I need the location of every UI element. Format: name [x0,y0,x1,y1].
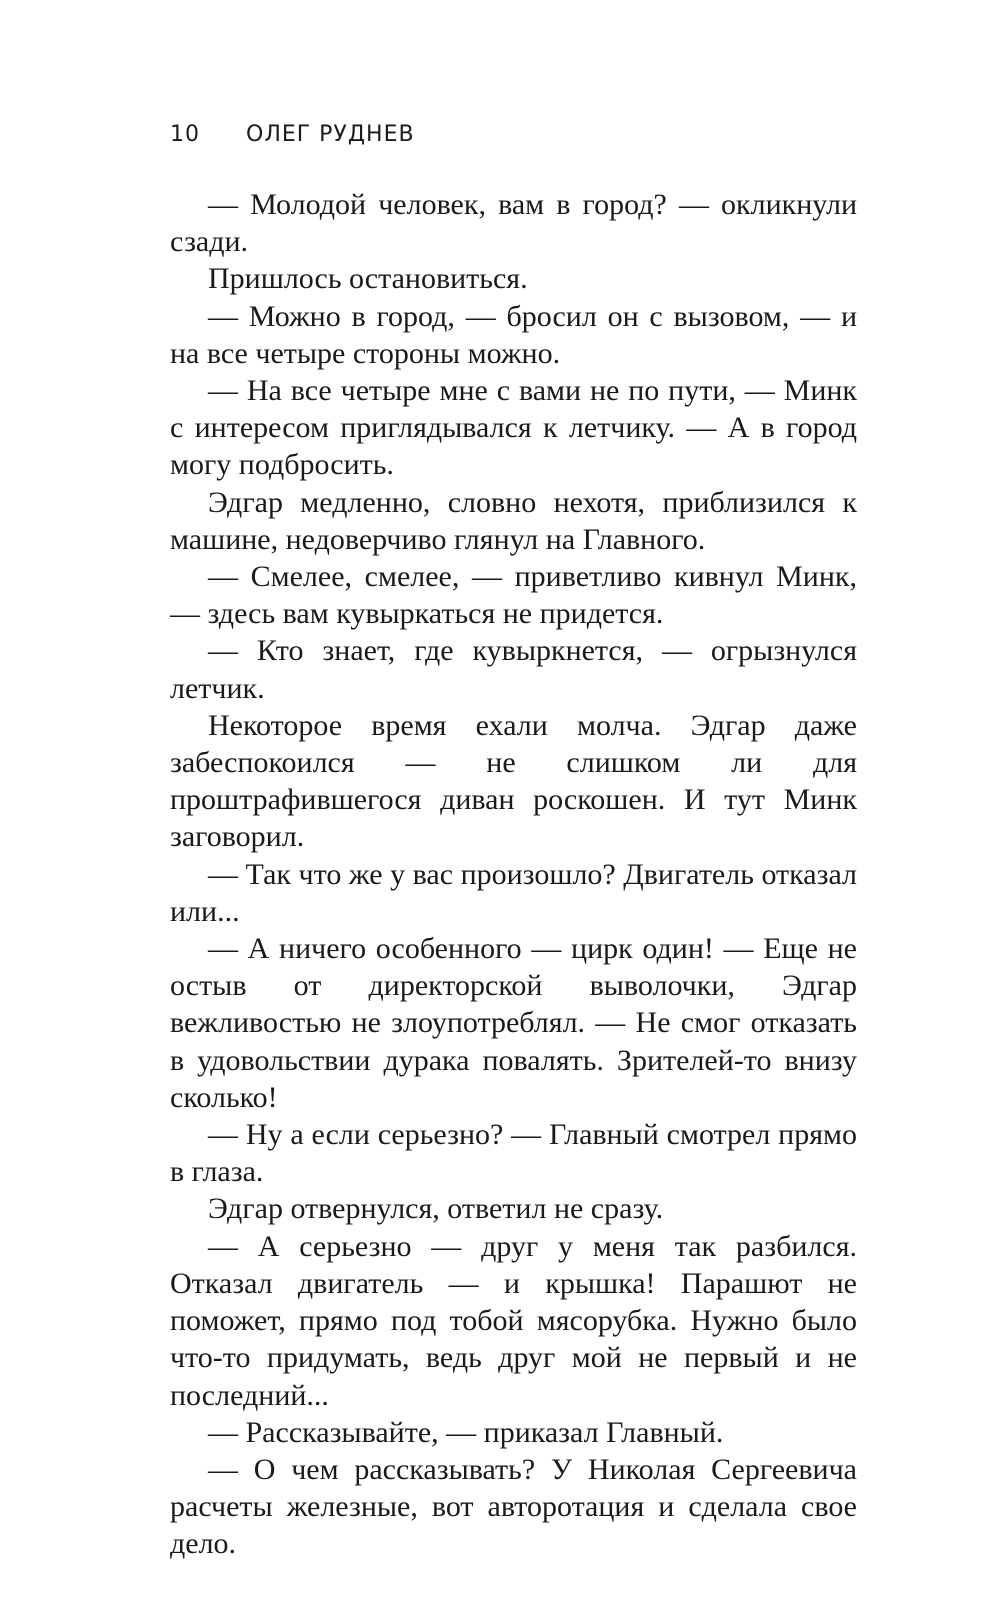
paragraph: — На все четыре мне с вами не по пути, — Минк с интересом приглядывался к летчику. — А в город могу подбросить. [170,374,857,482]
paragraph: — Ну а если серьезно? — Главный смотрел прямо в глаза. [170,1118,857,1189]
paragraph: — Рассказывайте, — приказал Главный. [208,1415,724,1449]
paragraph: — Молодой человек, вам в город? — окликнули сзади. [170,188,857,259]
running-head [170,122,415,147]
paragraph: Пришлось остановиться. [208,262,528,296]
paragraph: — О чем рассказывать? У Николая Сергеевича расчеты железные, вот авторотация и сделала свое дело. [170,1452,857,1561]
paragraph: Эдгар медленно, словно нехотя, приблизился к машине, недоверчиво глянул на Главного. [170,485,857,556]
paragraph: — А серьезно — друг у меня так разбился. Отказал двигатель — и крышка! Парашют не поможет, прямо под тобой мясорубка. Нужно было что-то придумать, ведь друг мой не первый и не последний... [170,1229,857,1412]
paragraph: — Так что же у вас произошло? Двигатель отказал или... [170,857,857,928]
paragraph: — Можно в город, — бросил он с вызовом, — и на все четыре стороны можно. [170,299,857,370]
paragraph: — Смелее, смелее, — приветливо кивнул Минк, — здесь вам кувыркаться не придется. [170,560,857,631]
paragraph: Эдгар отвернулся, ответил не сразу. [208,1192,664,1226]
paragraph: Некоторое время ехали молча. Эдгар даже забеспокоился — не слишком ли для проштрафившегося диван роскошен. И тут Минк заговорил. [170,708,857,854]
paragraph: — А ничего особенного — цирк один! — Еще не остыв от директорской выволочки, Эдгар вежливостью не злоупотреблял. — Не смог отказать в удовольствии дурака повалять. Зрителей-то внизу сколько! [170,932,857,1114]
body-text [170,186,857,1563]
author-name: ОЛЕГ РУДНЕВ [246,122,415,147]
paragraph: — Кто знает, где кувыркнется, — огрызнулся летчик. [170,634,857,705]
page-number: 10 [170,122,200,147]
